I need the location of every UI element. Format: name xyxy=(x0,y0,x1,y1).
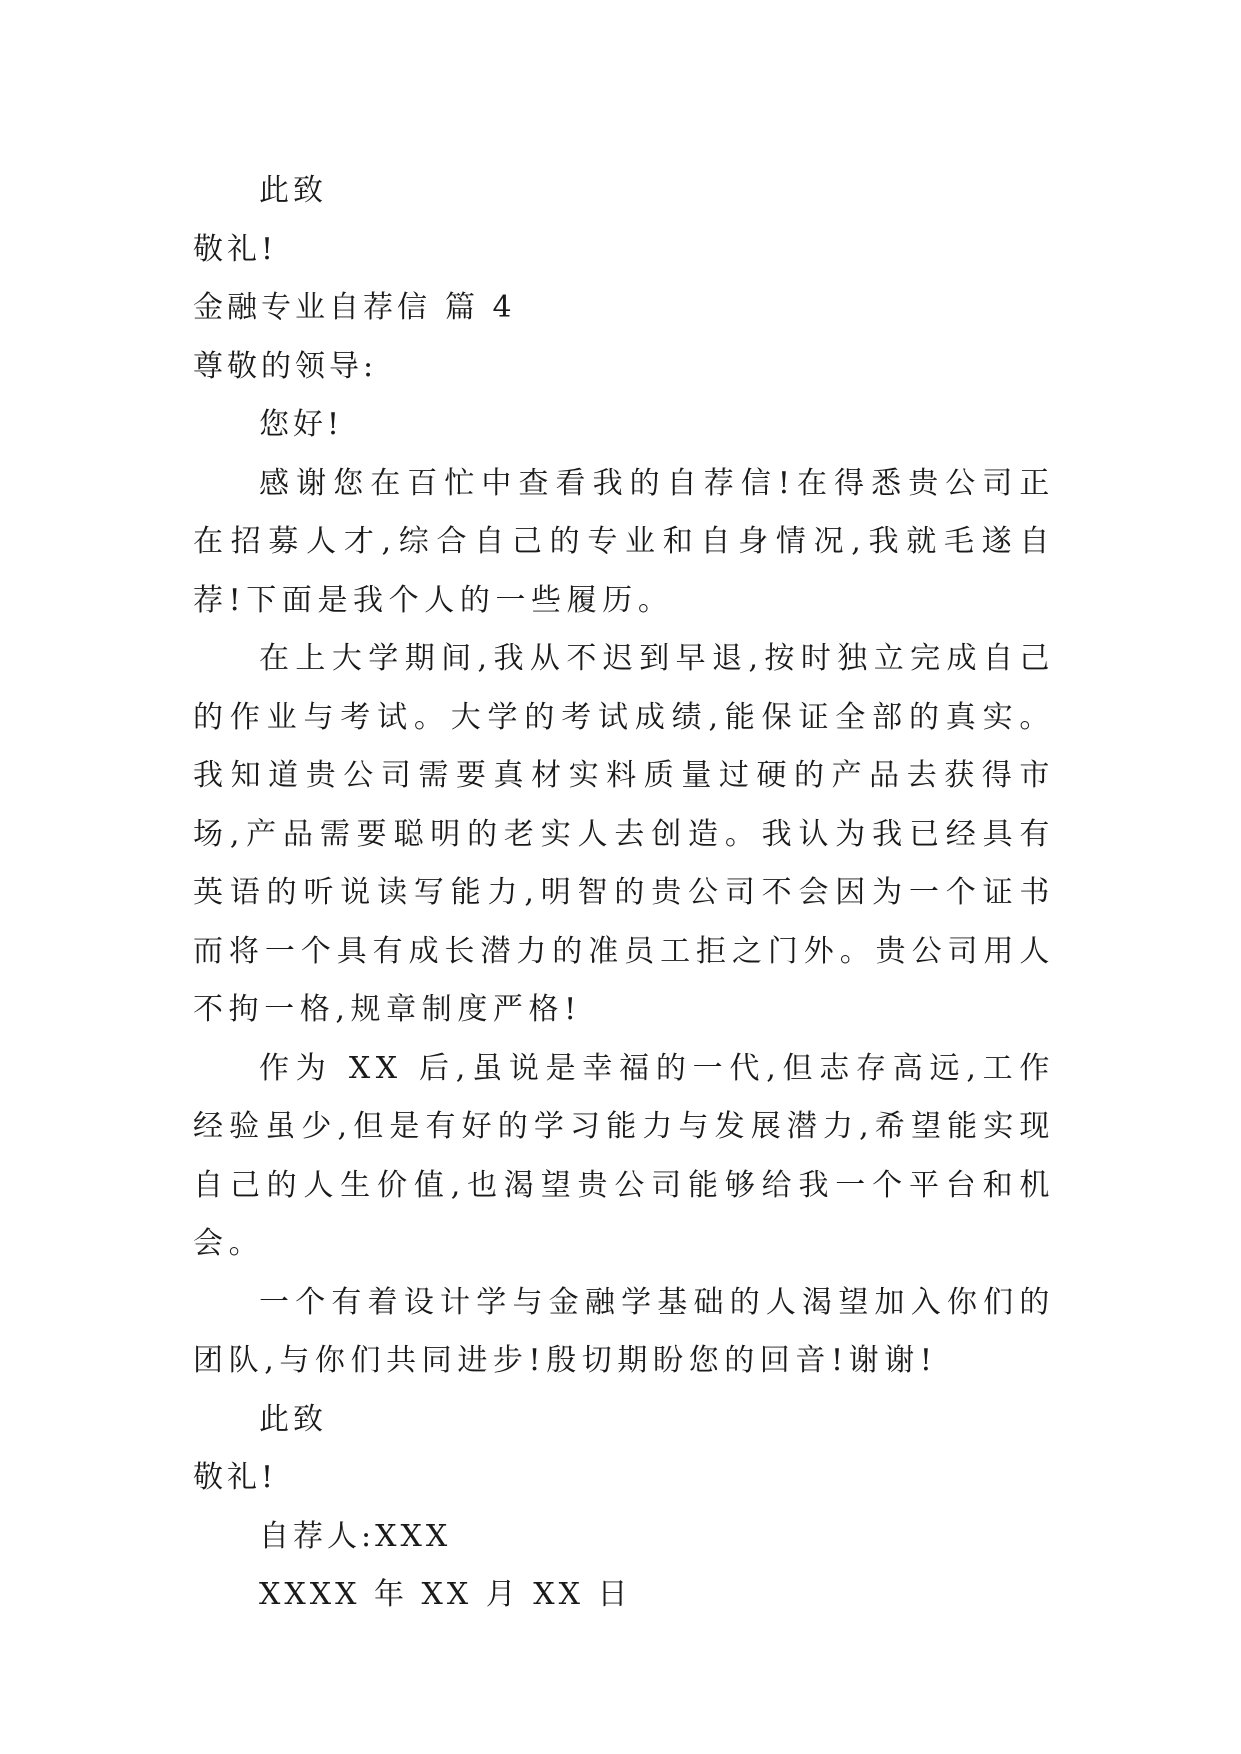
addressee: 尊敬的领导: xyxy=(193,348,378,384)
letter-heading xyxy=(193,279,1055,338)
body-paragraph-3: 作为 XX 后,虽说是幸福的一代,但志存高远,工作经验虽少,但是有好的学习能力与发展潜力,希望能实现自己的人生价值,也渴望贵公司能够给我一个平台和机会。 xyxy=(193,1050,1055,1261)
body-paragraph-1: 感谢您在百忙中查看我的自荐信!在得悉贵公司正在招募人才,综合自己的专业和自身情况,我就毛遂自荐!下面是我个人的一些履历。 xyxy=(193,465,1055,618)
closing-regards: 敬礼! xyxy=(193,231,278,267)
letter-title: 金融专业自荐信 xyxy=(193,290,431,325)
letter-date: XXXX 年 XX 月 XX 日 xyxy=(259,1577,632,1612)
document-body xyxy=(193,162,1055,1625)
body-paragraph-4: 一个有着设计学与金融学基础的人渴望加入你们的团队,与你们共同进步!殷切期盼您的回音!谢谢! xyxy=(193,1284,1055,1378)
greeting: 您好! xyxy=(259,407,344,442)
letter-closing-salutation: 此致 xyxy=(259,1401,327,1437)
letter-closing-regards: 敬礼! xyxy=(193,1460,278,1495)
body-paragraph-2: 在上大学期间,我从不迟到早退,按时独立完成自己的作业与考试。大学的考试成绩,能保证全部的真实。我知道贵公司需要真材实料质量过硬的产品去获得市场,产品需要聪明的老实人去创造。我认为我已经具有英语的听说读写能力,明智的贵公司不会因为一个证书而将一个具有成长潜力的准员工拒之门外。贵公司用人不拘一格,规章制度严格! xyxy=(193,641,1055,1027)
closing-salutation: 此致 xyxy=(259,173,327,208)
signature: 自荐人:XXX xyxy=(259,1518,452,1554)
letter-number: 篇 4 xyxy=(445,290,516,325)
